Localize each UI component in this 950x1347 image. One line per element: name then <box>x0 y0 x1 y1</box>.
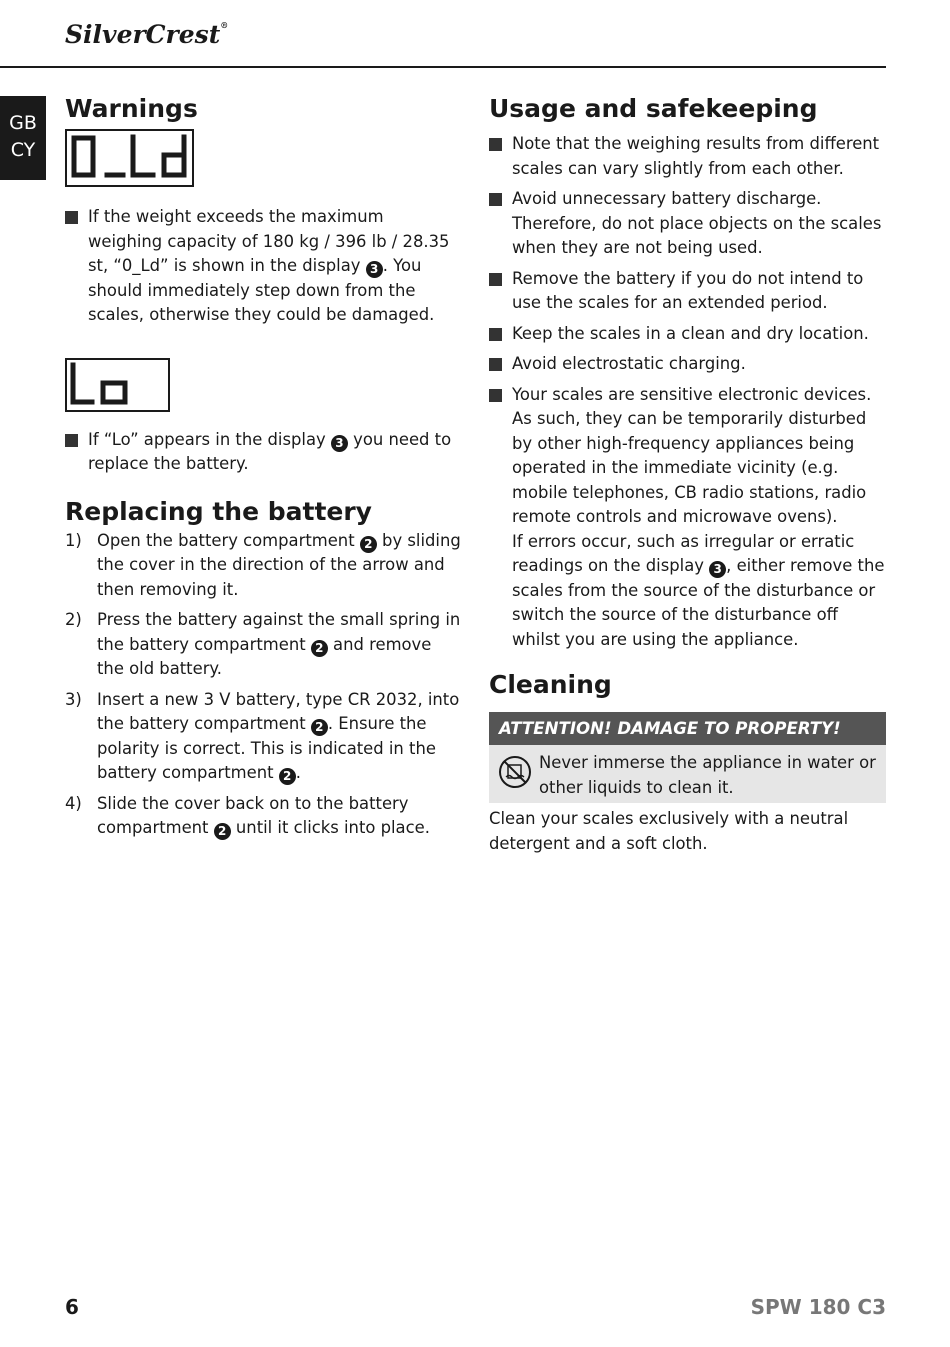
display-old-lcd <box>65 129 194 187</box>
ref-display-3: 3 <box>709 561 726 578</box>
usage-item: Avoid electrostatic charging. <box>489 352 889 377</box>
cleaning-text: Clean your scales exclusively with a neutral detergent and a soft cloth. <box>489 809 849 853</box>
bullet-square-icon <box>65 211 78 224</box>
warning-low-battery: If “Lo” appears in the display 3 you need to replace the battery. <box>65 428 462 477</box>
ref-display-3: 3 <box>366 261 383 278</box>
lcd-lo-glyphs <box>67 360 168 410</box>
brand-logo <box>65 20 228 49</box>
usage-item: Remove the battery if you do not intend to use the scales for an extended period. <box>489 267 889 316</box>
ref-compartment-2: 2 <box>311 640 328 657</box>
ref-compartment-2: 2 <box>279 768 296 785</box>
lcd-old-glyphs <box>67 131 192 185</box>
attention-body <box>489 745 886 803</box>
usage-heading: Usage and safekeeping <box>489 94 818 123</box>
bullet-square-icon <box>65 434 78 447</box>
usage-item-interference: Your scales are sensitive electronic devices. As such, they can be temporarily disturbed by other high-frequency appliances being operated in the immediate vicinity (e.g. mobile telephones, CB radio stations, radio remote controls and microwave ovens). If errors occur, such as irregular or erratic readings on the display 3 , either remove the scales from the source of the disturbance or switch the source of the disturbance off whilst you are using the appliance. <box>489 383 889 653</box>
warning-overload: If the weight exceeds the maximum weighing capacity of 180 kg / 396 lb / 28.35 st, “0_Ld” is shown in the display 3 . You should immediately step down from the scales, otherwise they could be damaged. <box>65 205 462 328</box>
right-column <box>489 92 889 856</box>
cleaning-heading: Cleaning <box>489 670 612 699</box>
language-tab <box>0 96 46 180</box>
brand-name: SilverCrest <box>65 20 221 49</box>
display-lo-lcd <box>65 358 170 412</box>
ref-compartment-2: 2 <box>311 719 328 736</box>
step-4: 4) Slide the cover back on to the battery compartment 2 until it clicks into place. <box>65 793 430 838</box>
bullet-square-icon <box>489 138 502 151</box>
ref-display-3: 3 <box>331 435 348 452</box>
bullet-square-icon <box>489 193 502 206</box>
header-rule <box>0 66 886 68</box>
no-immersion-icon <box>498 755 532 797</box>
ref-compartment-2: 2 <box>360 536 377 553</box>
lang-code-gb: GB <box>9 112 37 134</box>
left-column <box>65 92 462 847</box>
registered-mark: ® <box>220 20 229 30</box>
lang-code-cy: CY <box>10 139 36 161</box>
model-number: SPW 180 C3 <box>750 1295 886 1319</box>
ref-compartment-2: 2 <box>214 823 231 840</box>
warnings-heading: Warnings <box>65 94 198 123</box>
step-3: 3) Insert a new 3 V battery, type CR 2032, into the battery compartment 2 . Ensure the polarity is correct. This is indicated in the battery compartment 2 . <box>65 689 460 783</box>
usage-list <box>489 132 889 652</box>
step-1: 1) Open the battery compartment 2 by sliding the cover in the direction of the arrow and then removing it. <box>65 530 461 599</box>
attention-label: ATTENTION! DAMAGE TO PROPERTY! <box>489 712 886 745</box>
attention-text: Never immerse the appliance in water or other liquids to clean it. <box>539 753 876 797</box>
battery-heading: Replacing the battery <box>65 496 372 526</box>
bullet-square-icon <box>489 389 502 402</box>
page-number: 6 <box>65 1295 79 1319</box>
step-2: 2) Press the battery against the small spring in the battery compartment 2 and remove the old battery. <box>65 610 461 678</box>
bullet-square-icon <box>489 358 502 371</box>
usage-item: Avoid unnecessary battery discharge. Therefore, do not place objects on the scales when they are not being used. <box>489 187 889 261</box>
usage-item: Note that the weighing results from different scales can vary slightly from each other. <box>489 132 889 181</box>
usage-item: Keep the scales in a clean and dry location. <box>489 322 889 347</box>
attention-box <box>489 712 886 803</box>
bullet-square-icon <box>489 273 502 286</box>
bullet-square-icon <box>489 328 502 341</box>
battery-steps <box>65 529 462 841</box>
